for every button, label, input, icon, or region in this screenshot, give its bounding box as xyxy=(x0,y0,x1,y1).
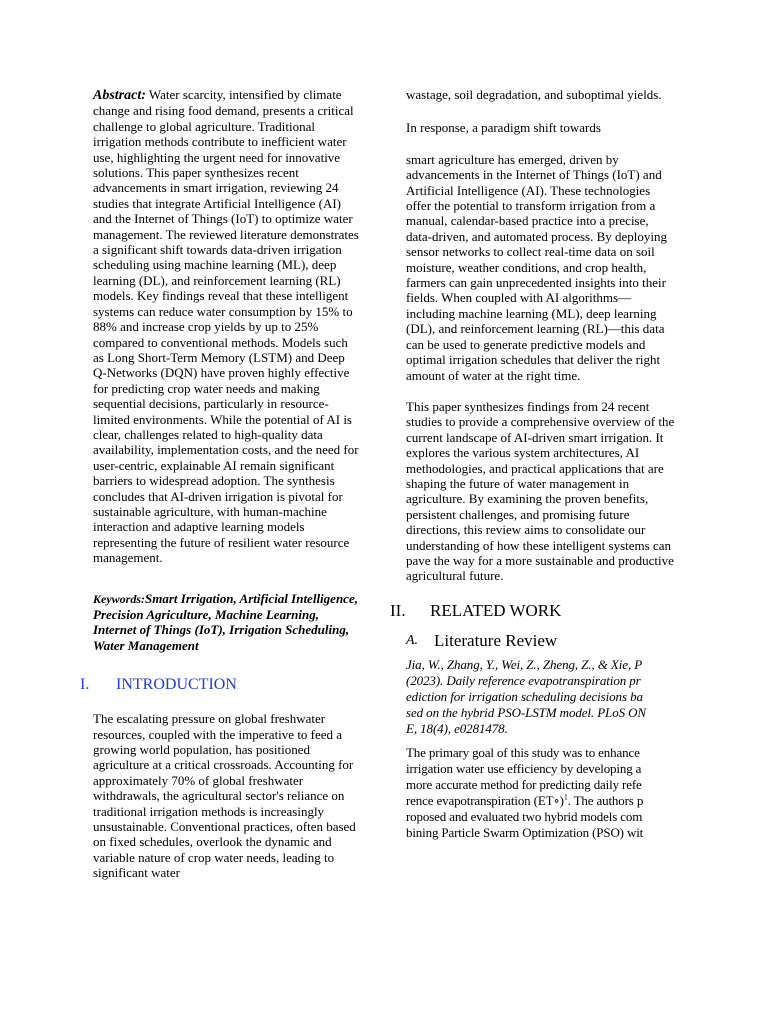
footnote-marker: 1 xyxy=(563,792,568,802)
section-number: II. xyxy=(390,600,406,620)
right-column xyxy=(390,87,676,841)
section-heading-related-work xyxy=(390,601,676,621)
subsection-heading-literature-review xyxy=(406,631,676,651)
intro-paragraph-2: In response, a paradigm shift towards xyxy=(406,120,601,136)
paragraph-text: rence evapotranspiration (ET∘) xyxy=(406,792,564,808)
paragraph-line: roposed and evaluated two hybrid models com xyxy=(406,808,643,824)
reference-line: ediction for irrigation scheduling decisions ba xyxy=(406,688,643,704)
abstract xyxy=(93,87,359,566)
paragraph-line: The primary goal of this study was to enhance xyxy=(406,744,640,760)
section-heading-introduction xyxy=(80,675,359,695)
reference-citation xyxy=(406,657,676,737)
keywords-lead: Keywords: xyxy=(93,591,145,606)
section-title: INTRODUCTION xyxy=(116,676,237,694)
literature-review-paragraph xyxy=(406,745,676,841)
section-title: RELATED WORK xyxy=(430,600,562,620)
paragraph-line xyxy=(406,793,676,809)
section-number: I. xyxy=(80,676,90,694)
reference-line: (2023). Daily reference evapotranspiration pr xyxy=(406,672,641,688)
intro-paragraph-3: smart agriculture has emerged, driven by advancements in the Internet of Things (IoT) and Artificial Intelligence (AI). These technologies offer the potential to transform irrigation from a manual, calendar-based practice into a precise, data-driven, and automated process. By deploying sensor networks to collect real-time data on soil moisture, weather conditions, and crop health, farmers can gain unprecedented insights into their fields. When coupled with AI algorithms—including machine learning (ML), deep learning (DL), and reinforcement learning (RL)—this data can be used to generate predictive models and optimal irrigation schedules that deliver the right amount of water at the right time. xyxy=(406,151,668,383)
subsection-title: Literature Review xyxy=(434,630,558,650)
keywords xyxy=(93,591,359,654)
keywords-body: Smart Irrigation, Artificial Intelligence, Precision Agriculture, Machine Learning, Internet of Things (IoT), Irrigation Scheduling, Water Management xyxy=(93,590,358,653)
left-column xyxy=(80,87,359,881)
intro-paragraph-1: The escalating pressure on global freshwater resources, coupled with the imperative to feed a growing world population, has positioned agriculture at a critical crossroads. Accounting for approximately 70% of global freshwater withdrawals, the agricultural sector's reliance on traditional irrigation methods is increasingly unsustainable. Conventional practices, often based on fixed schedules, overlook the dynamic and variable nature of crop water needs, leading to significant water xyxy=(93,711,356,881)
reference-line: Jia, W., Zhang, Y., Wei, Z., Zheng, Z., & Xie, P xyxy=(406,656,643,672)
abstract-lead: Abstract: xyxy=(93,88,146,103)
intro-paragraph-1-continued: wastage, soil degradation, and suboptimal yields. xyxy=(406,87,662,102)
paragraph-line: more accurate method for predicting daily refe xyxy=(406,776,642,792)
paragraph-line: bining Particle Swarm Optimization (PSO) wit xyxy=(406,824,644,840)
subsection-number: A. xyxy=(406,632,419,648)
paragraph-line: irrigation water use efficiency by developing a xyxy=(406,760,642,776)
reference-line: E, 18(4), e0281478. xyxy=(406,720,508,736)
abstract-body: Water scarcity, intensified by climate change and rising food demand, presents a critical challenge to global agriculture. Traditional irrigation methods contribute to inefficient water use, highlighting the urgent need for innovative solutions. This paper synthesizes recent advancements in smart irrigation, reviewing 24 studies that integrate Artificial Intelligence (AI) and the Internet of Things (IoT) to optimize water management. The reviewed literature demonstrates a significant shift towards data-driven irrigation scheduling using machine learning (ML), deep learning (DL), and reinforcement learning (RL) models. Key findings reveal that these intelligent systems can reduce water consumption by 15% to 88% and increase crop yields by up to 25% compared to conventional methods. Models such as Long Short-Term Memory (LSTM) and Deep Q-Networks (DQN) have proven highly effective for predicting crop water needs and making sequential decisions, particularly in resource-limited environments. While the potential of AI is clear, challenges related to high-quality data availability, implementation costs, and the need for user-centric, explainable AI remain significant barriers to widespread adoption. The synthesis concludes that AI-driven irrigation is pivotal for sustainable agriculture, with human-machine interaction and adaptive learning models representing the future of resilient water resource management. xyxy=(93,87,359,566)
intro-paragraph-4: This paper synthesizes findings from 24 recent studies to provide a comprehensive overview of the current landscape of AI-driven smart irrigation. It explores the various system architectures, AI methodologies, and practical applications that are shaping the future of water management in agriculture. By examining the proven benefits, persistent challenges, and promising future directions, this review aims to consolidate our understanding of how these intelligent systems can pave the way for a more sustainable and productive agricultural future. xyxy=(406,398,675,584)
reference-line: sed on the hybrid PSO-LSTM model. PLoS ON xyxy=(406,704,646,720)
paragraph-text: . The authors p xyxy=(567,792,644,808)
